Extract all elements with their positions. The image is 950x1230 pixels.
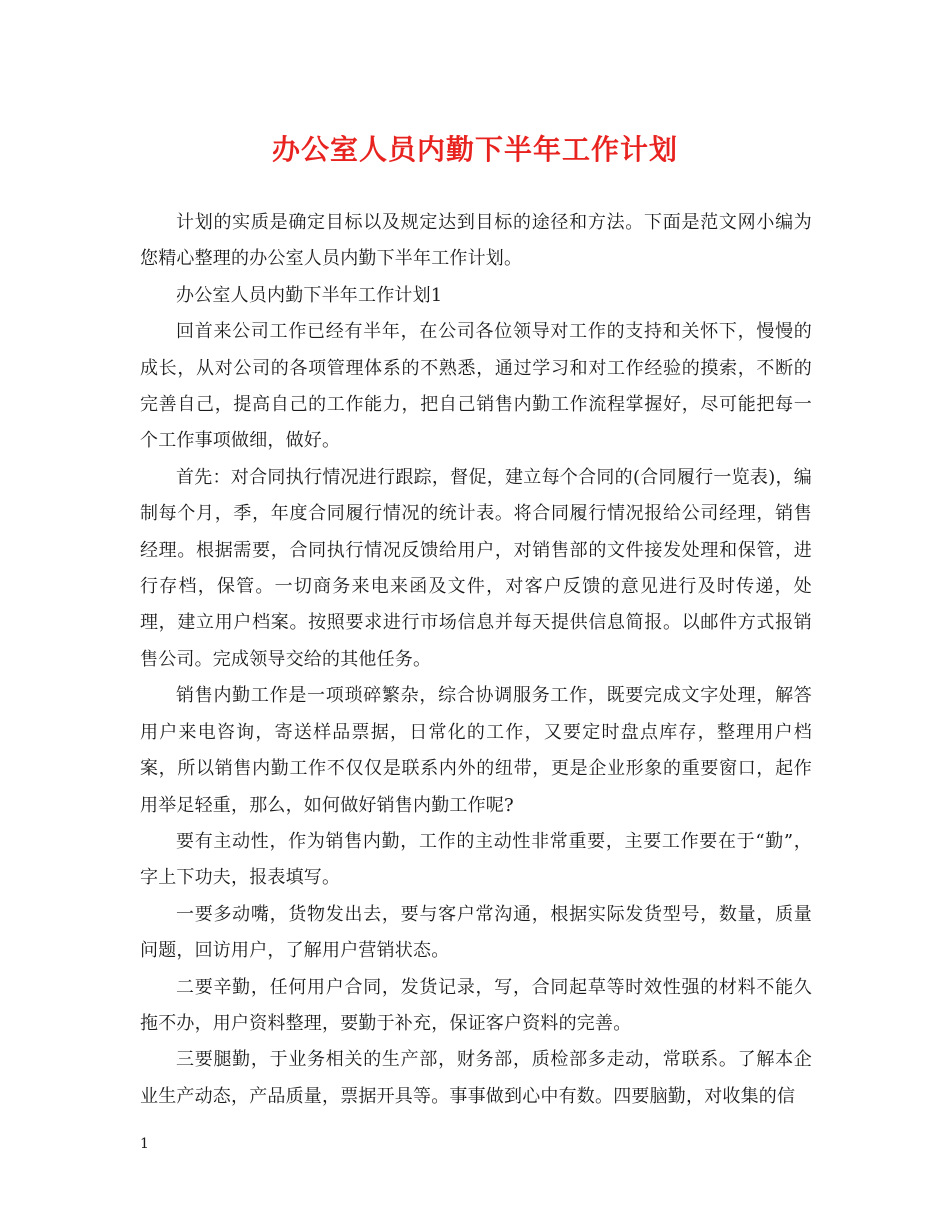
body-paragraph: 首先：对合同执行情况进行跟踪，督促，建立每个合同的(合同履行一览表)，编制每个月，季，年度合同履行情况的统计表。将合同履行情况报给公司经理，销售经理。根据需要，合同执行情况反馈给用户，对销售部的文件接发处理和保管，进行存档，保管。一切商务来电来函及文件，对客户反馈的意见进行及时传递，处理，建立用户档案。按照要求进行市场信息并每天提供信息简报。以邮件方式报销售公司。完成领导交给的其他任务。: [140, 466, 812, 670]
section-heading: 办公室人员内勤下半年工作计划1: [176, 284, 443, 306]
document-title: 办公室人员内勤下半年工作计划: [271, 133, 678, 166]
document-body: [140, 205, 812, 1115]
body-paragraph: 回首来公司工作已经有半年，在公司各位领导对工作的支持和关怀下，慢慢的成长，从对公司的各项管理体系的不熟悉，通过学习和对工作经验的摸索，不断的完善自己，提高自己的工作能力，把自己销售内勤工作流程掌握好，尽可能把每一个工作事项做细，做好。: [140, 321, 812, 452]
page-number: 1: [140, 1136, 149, 1152]
body-paragraph: 要有主动性，作为销售内勤，工作的主动性非常重要，主要工作要在于“勤”，字上下功夫，报表填写。: [140, 830, 812, 889]
body-paragraph: 一要多动嘴，货物发出去，要与客户常沟通，根据实际发货型号，数量，质量问题，回访用户，了解用户营销状态。: [140, 903, 812, 962]
body-paragraph: 二要辛勤，任何用户合同，发货记录，写，合同起草等时效性强的材料不能久拖不办，用户资料整理，要勤于补充，保证客户资料的完善。: [140, 976, 812, 1034]
body-paragraph: 三要腿勤，于业务相关的生产部，财务部，质检部多走动，常联系。了解本企业生产动态，产品质量，票据开具等。事事做到心中有数。四要脑勤，对收集的信: [140, 1049, 812, 1107]
intro-paragraph: 计划的实质是确定目标以及规定达到目标的途径和方法。下面是范文网小编为您精心整理的办公室人员内勤下半年工作计划。: [140, 212, 812, 270]
body-paragraph: 销售内勤工作是一项琐碎繁杂，综合协调服务工作，既要完成文字处理，解答用户来电咨询，寄送样品票据，日常化的工作，又要定时盘点库存，整理用户档案，所以销售内勤工作不仅仅是联系内外的纽带，更是企业形象的重要窗口，起作用举足轻重，那么，如何做好销售内勤工作呢?: [140, 685, 812, 816]
